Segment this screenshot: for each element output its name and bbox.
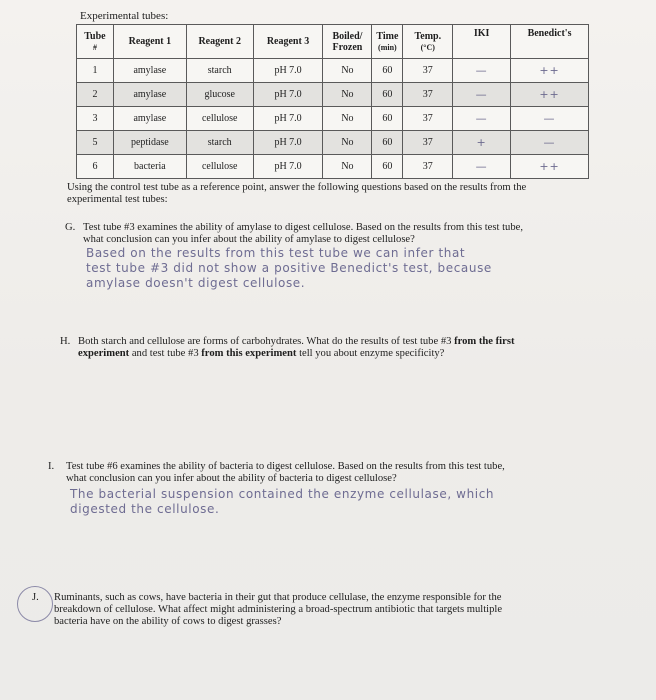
table-row	[77, 83, 589, 107]
header-reagent-3: Reagent 3	[253, 25, 323, 59]
cell-benedicts: —	[511, 131, 589, 155]
header-temp: Temp. (°C)	[403, 25, 453, 59]
question-letter: I.	[48, 461, 55, 472]
answer-i-handwritten[interactable]: The bacterial suspension contained the enzyme cellulase, which digested the cellulose.	[70, 487, 495, 516]
cell-boiled: No	[323, 131, 372, 155]
cell-time: 60	[372, 83, 403, 107]
cell-time: 60	[372, 107, 403, 131]
cell-boiled: No	[323, 155, 372, 179]
cell-tube: 1	[77, 59, 114, 83]
cell-reagent-1: peptidase	[113, 131, 186, 155]
header-boiled-frozen: Boiled/ Frozen	[323, 25, 372, 59]
table-row	[77, 155, 589, 179]
question-i: I. Test tube #6 examines the ability of bacteria to digest cellulose. Based on the results from this test tube, what conclusion can you infer about the ability of bacteria to digest cellulose?	[48, 461, 505, 484]
table-header-row	[77, 25, 589, 59]
table-row	[77, 107, 589, 131]
cell-reagent-3: pH 7.0	[253, 83, 323, 107]
experimental-tubes-table	[76, 24, 589, 179]
cell-reagent-1: amylase	[113, 83, 186, 107]
cell-reagent-2: cellulose	[186, 107, 253, 131]
cell-iki: —	[453, 155, 511, 179]
table-row	[77, 131, 589, 155]
instructions-text: Using the control test tube as a reference point, answer the following questions based on the results from the experimental test tubes:	[67, 182, 527, 205]
cell-time: 60	[372, 59, 403, 83]
cell-reagent-1: bacteria	[113, 155, 186, 179]
cell-tube: 5	[77, 131, 114, 155]
cell-tube: 3	[77, 107, 114, 131]
header-time: Time (min)	[372, 25, 403, 59]
cell-temp: 37	[403, 59, 453, 83]
cell-tube: 2	[77, 83, 114, 107]
header-tube: Tube #	[77, 25, 114, 59]
question-letter: G.	[65, 222, 76, 233]
question-letter: J.	[32, 592, 39, 603]
cell-iki: +	[453, 131, 511, 155]
cell-reagent-2: starch	[186, 131, 253, 155]
cell-iki: —	[453, 83, 511, 107]
header-iki: IKI	[453, 25, 511, 59]
cell-benedicts: ++	[511, 83, 589, 107]
cell-temp: 37	[403, 107, 453, 131]
cell-reagent-3: pH 7.0	[253, 107, 323, 131]
table-row	[77, 59, 589, 83]
cell-benedicts: —	[511, 107, 589, 131]
cell-tube: 6	[77, 155, 114, 179]
cell-reagent-2: cellulose	[186, 155, 253, 179]
cell-temp: 37	[403, 155, 453, 179]
question-h: H. Both starch and cellulose are forms of carbohydrates. What do the results of test tube #3 from the first experiment and test tube #3 from this experiment tell you about enzyme specificity?	[60, 336, 515, 359]
table-caption: Experimental tubes:	[80, 10, 169, 22]
cell-benedicts: ++	[511, 59, 589, 83]
cell-reagent-3: pH 7.0	[253, 131, 323, 155]
cell-temp: 37	[403, 83, 453, 107]
question-letter: H.	[60, 336, 71, 347]
cell-iki: —	[453, 59, 511, 83]
question-g: G. Test tube #3 examines the ability of amylase to digest cellulose. Based on the results from this test tube, what conclusion can you infer about the ability of amylase to digest cellulose?	[65, 222, 523, 245]
cell-time: 60	[372, 155, 403, 179]
cell-iki: —	[453, 107, 511, 131]
cell-reagent-3: pH 7.0	[253, 155, 323, 179]
cell-temp: 37	[403, 131, 453, 155]
question-j: J. Ruminants, such as cows, have bacteria in their gut that produce cellulase, the enzyme responsible for the breakdown of cellulose. What affect might administering a broad-spectrum antibiotic that targets multiple bacteria have on the ability of cows to digest grasses?	[32, 592, 503, 627]
cell-time: 60	[372, 131, 403, 155]
cell-reagent-2: glucose	[186, 83, 253, 107]
cell-benedicts: ++	[511, 155, 589, 179]
header-reagent-1: Reagent 1	[113, 25, 186, 59]
cell-reagent-2: starch	[186, 59, 253, 83]
cell-boiled: No	[323, 107, 372, 131]
answer-g-handwritten[interactable]: Based on the results from this test tube we can infer that test tube #3 did not show a positive Benedict's test, because amylase doesn't digest cellulose.	[86, 246, 492, 290]
cell-boiled: No	[323, 83, 372, 107]
header-reagent-2: Reagent 2	[186, 25, 253, 59]
cell-reagent-1: amylase	[113, 107, 186, 131]
cell-reagent-1: amylase	[113, 59, 186, 83]
header-benedicts: Benedict's	[511, 25, 589, 59]
cell-boiled: No	[323, 59, 372, 83]
cell-reagent-3: pH 7.0	[253, 59, 323, 83]
